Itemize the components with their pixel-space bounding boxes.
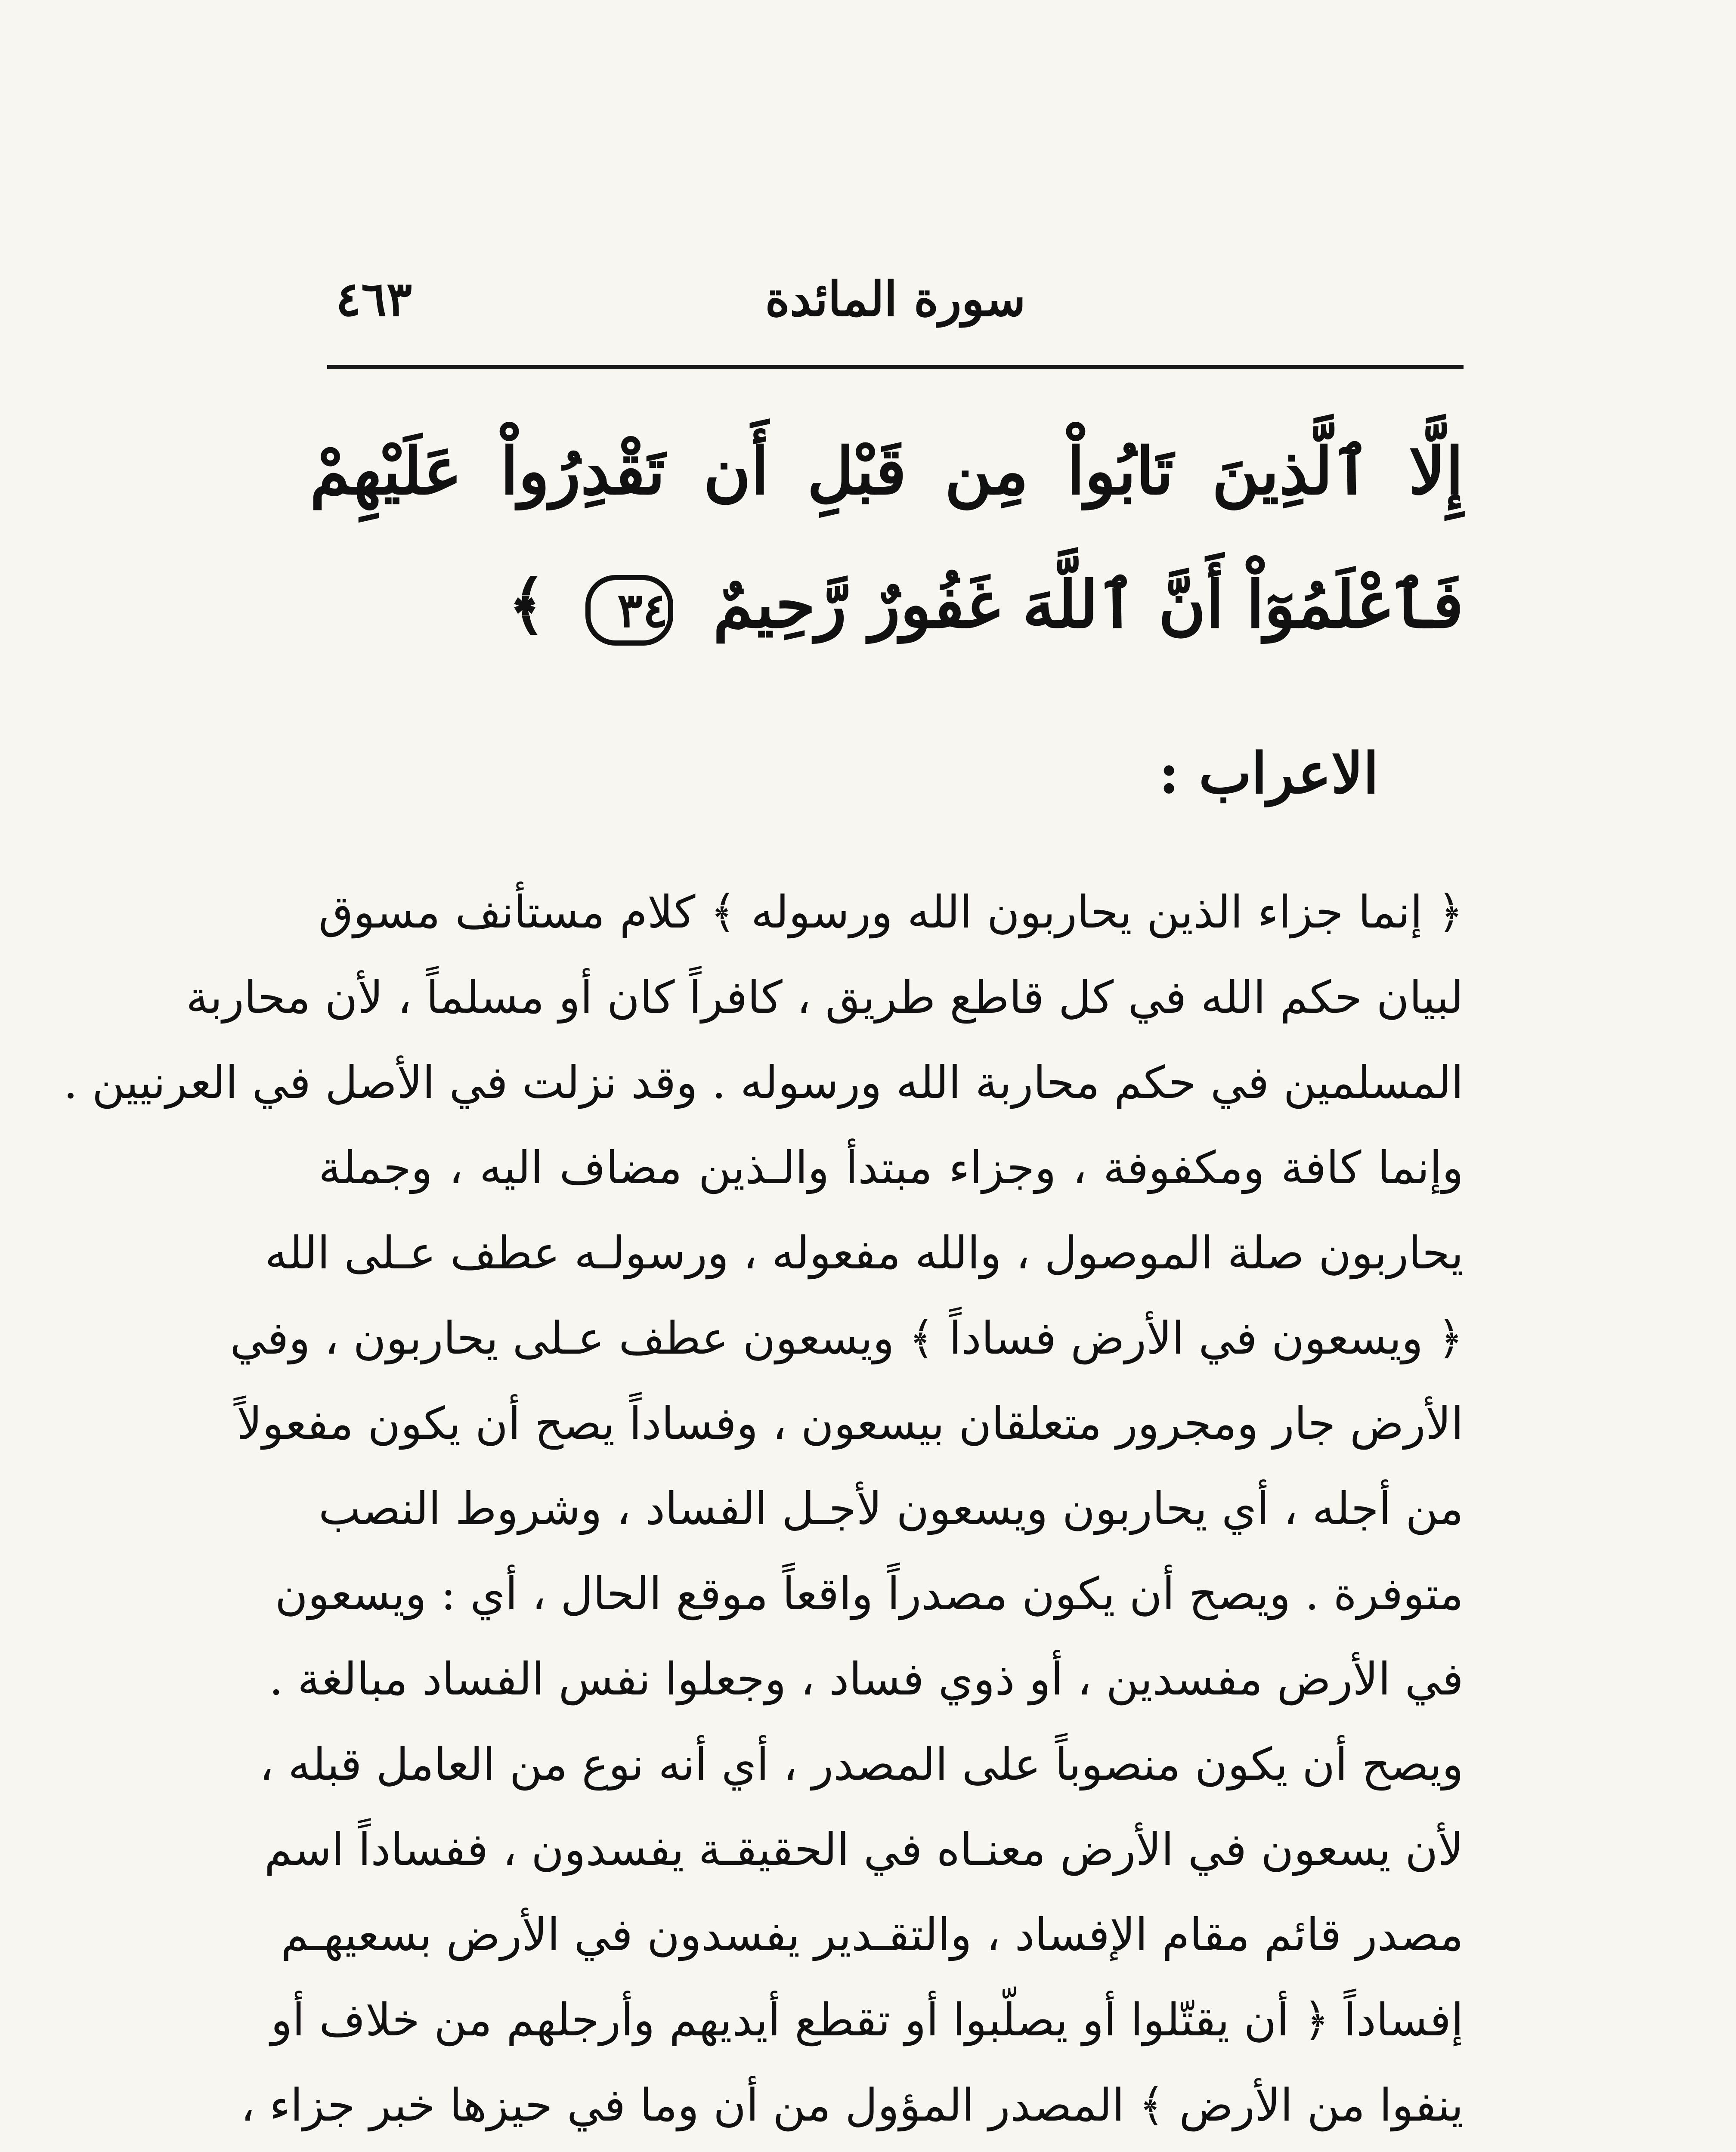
text-line: ينفوا من الأرض ﴾ المصدر المؤول من أن وما في حيزها خبر جزاء ، <box>240 2079 1464 2131</box>
text-line: لأن يسعون في الأرض معنـاه في الحقيقـة يفسدون ، ففساداً اسم <box>264 1823 1464 1876</box>
text-line: ويصح أن يكون منصوباً على المصدر ، أي أنه نوع من العامل قبله ، <box>259 1738 1464 1790</box>
commentary-text <box>63 869 1464 2152</box>
text-line: ﴿ ويسعون في الأرض فساداً ﴾ ويسعون عطف عـلى يحاربون ، وفي <box>230 1312 1464 1364</box>
verse-text: إِلَّا ٱلَّذِينَ تَابُواْ مِن قَبْلِ أَن تَقْدِرُواْ عَلَيْهِمْ فَٱعْلَمُوٓاْ أَنَّ ٱللَّهَ غَفُورٌ رَّحِيمٌ <box>310 433 1464 643</box>
page-number: ٤٦٣ <box>336 271 412 327</box>
text-line: وإنما كافة ومكفوفة ، وجزاء مبتدأ والـذين مضاف اليه ، وجملة <box>319 1141 1464 1194</box>
ayah-number-marker: ٣٤ <box>585 575 673 646</box>
section-heading: الاعراب : <box>1158 740 1379 806</box>
verse-end-mark: ﴾ <box>508 567 546 643</box>
text-line: ﴿ إنما جزاء الذين يحاربون الله ورسوله ﴾ كلام مستأنف مسوق <box>319 886 1464 938</box>
page-header <box>327 258 1464 331</box>
text-line: متوفرة . ويصح أن يكون مصدراً واقعاً موقع الحال ، أي : ويسعون <box>275 1568 1464 1620</box>
text-line: إفساداً ﴿ أن يقتّلوا أو يصلّبوا أو تقطع أيديهم وأرجلهم من خلاف أو <box>270 1994 1464 2046</box>
text-line: لبيان حكم الله في كل قاطع طريق ، كافراً كان أو مسلماً ، لأن محاربة <box>186 971 1464 1023</box>
text-line: المسلمين في حكم محاربة الله ورسوله . وقد نزلت في الأصل في العرنيين . <box>63 1056 1464 1109</box>
quran-verse <box>310 405 1464 671</box>
text-line: مصدر قائم مقام الإفساد ، والتقـدير يفسدون في الأرض بسعيهـم <box>281 1908 1464 1961</box>
text-line <box>319 2148 1464 2152</box>
surah-title: سورة المائدة <box>765 271 1026 327</box>
text-line: من أجله ، أي يحاربون ويسعون لأجـل الفساد ، وشروط النصب <box>319 1482 1464 1535</box>
text-line: في الأرض مفسدين ، أو ذوي فساد ، وجعلوا نفس الفساد مبالغة . <box>269 1653 1464 1705</box>
header-divider <box>327 365 1464 369</box>
text-line: الأرض جار ومجرور متعلقان بيسعون ، وفساداً يصح أن يكون مفعولاً <box>236 1397 1464 1450</box>
text-line: يحاربون صلة الموصول ، والله مفعوله ، ورسولـه عطف عـلى الله <box>265 1227 1464 1279</box>
